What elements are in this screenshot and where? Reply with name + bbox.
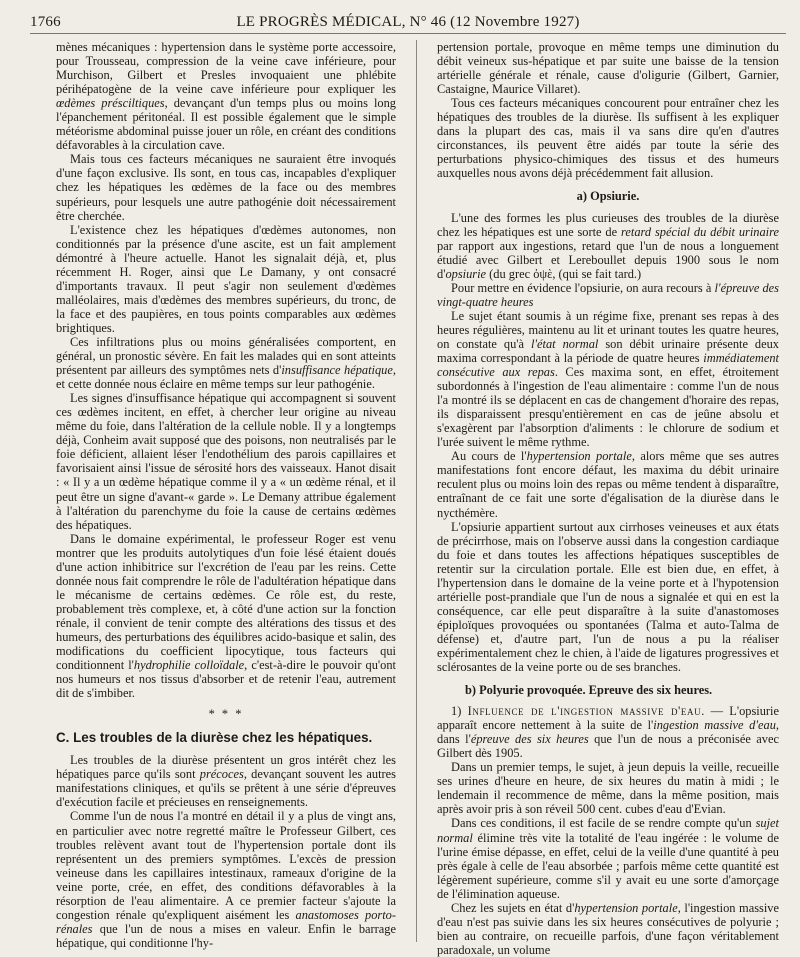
paragraph: Tous ces facteurs mécaniques concourent pour entraîner chez les hépatiques des troubles de la diurèse. Ils suffisent à les expliquer dans la plupart des cas, mais il va sans dire qu'en d'autres circonstances, ils peuvent être aidés par toute la série des perturbations physico-chimiques des tissus et des humeurs auxquelles nous avons déjà précédemment fait allusion. <box>437 96 779 181</box>
paragraph: Dans un premier temps, le sujet, à jeun depuis la veille, recueille ses urines d'heure en heure, de six heures du matin à midi ; le lendemain il recommence de même, dans la même position, mais après avoir pris à son réveil 500 cent. cubes d'eau d'Evian. <box>437 760 779 817</box>
journal-title: LE PROGRÈS MÉDICAL, N° 46 (12 Novembre 1927) <box>236 14 580 30</box>
paragraph: L'une des formes les plus curieuses des troubles de la diurèse chez les hépatiques est une sorte de retard spécial du débit urinaire par rapport aux ingestions, retard que l'un de nous a longuement étudié avec Gilbert et Lereboullet depuis 1900 sous le nom d'opsiurie (du grec ὀψὲ, (qui se fait tard.) <box>437 210 779 281</box>
paragraph: mènes mécaniques : hypertension dans le système porte accessoire, pour Trousseau, compression de la veine cave inférieure, pour Murchison, Gilbert et Presles invoquaient une phlébite périhépatogène de la veine cave inférieure pour expliquer les œdèmes présciltiques, devançant d'un temps plus ou moins long l'épanchement péritonéal. Il est possible également que le simple météorisme abdominal puisse jouer un rôle, en créant des conditions défavorables à la circulation cave. <box>56 40 396 153</box>
paragraph: Dans ces conditions, il est facile de se rendre compte qu'un sujet normal élimine très vite la totalité de l'eau ingérée : le volume de l'urine émise dépasse, en effet, celui de la veille d'une quantité à peu près égale à celle de l'eau absorbée ; parfois même cette quantité est légèrement supérieure, comme s'il y avait eu une sorte d'amorçage de l'élimination aqueuse. <box>437 816 779 901</box>
paragraph: Chez les sujets en état d'hypertension portale, l'ingestion massive d'eau n'est pas suivie dans les six heures consécutives de polyurie ; bien au contraire, on recueille parfois, d'une façon véritablement paradoxale, un volume <box>437 900 779 957</box>
section-title: C. Les troubles de la diurèse chez les hépatiques. <box>56 730 373 746</box>
paragraph: Les troubles de la diurèse présentent un gros intérêt chez les hépatiques parce qu'ils sont précoces, devançant souvent les autres manifestations cliniques, et qu'ils se prêtent à une série d'épreuves d'exécution facile et précieuses en renseignements. <box>56 753 396 810</box>
paragraph: Les signes d'insuffisance hépatique qui accompagnent si souvent ces œdèmes incitent, en effet, à chercher leur origine au niveau même du foie, dans l'altération de la cellule noble. Il y a longtemps déjà, Conheim avait supposé que des poisons, non neutralisés par le foie déficient, allaient léser l'endothélium des parois capillaires et favorisaient ainsi l'issue de sérosité hors des vaisseaux. Hanot disait : « Il y a un œdème hépatique comme il y a « un œdème rénal, et il peut être un signe d'avant-« garde ». Le Demany attribue également à l'altération du parenchyme du foie la cause de certains œdèmes des hépatiques. <box>56 391 396 532</box>
paragraph: Au cours de l'hypertension portale, alors même que ses autres manifestations font encore défaut, les maxima du débit urinaire reculent plus ou moins loin des repas ou même tendent à disparaître, entraînant de ce fait une sorte d'égalisation de la diurèse dans le nycthémère. <box>437 449 779 520</box>
subsection-heading: b) Polyurie provoquée. Epreuve des six heures. <box>465 683 713 698</box>
paragraph: Dans le domaine expérimental, le professeur Roger est venu montrer que les produits autolytiques d'un foie lésé étaient doués d'une action inhibitrice sur l'excrétion de l'eau par les reins. Cette donnée nous fait comprendre le rôle de l'adultération hépatique dans le mécanisme de certains œdèmes. Ce rôle est, du reste, probablement très complexe, et, à côté d'une action sur la fonction rénale, il convient de tenir compte des altérations des tissus et des humeurs, des perturbations des équilibres acido-basique et salin, des modifications du coefficient lipocytique, tous facteurs qui conditionnent l'hydrophilie colloïdale, c'est-à-dire le pouvoir qu'ont nos humeurs et nos tissus d'absorber et de retenir l'eau, autrement dit de s'imbiber. <box>56 531 396 701</box>
section-separator: * * * <box>208 707 244 722</box>
paragraph: L'existence chez les hépatiques d'œdèmes autonomes, non conditionnés par la présence d'une ascite, est un fait amplement démontré à l'heure actuelle. Hanot les signalait déjà, et, plus récemment H. Roger, ainsi que Le Damany, y ont consacré d'importants travaux. Il peut s'agir non seulement d'œdèmes malléolaires, mais d'œdèmes des membres supérieurs, du tronc, de la face et des paupières, en tous points comparables aux œdèmes brightiques. <box>56 222 396 335</box>
paragraph: Ces infiltrations plus ou moins généralisées comportent, en général, un pronostic sévère. En fait les malades qui en sont atteints présentent par ailleurs des symptômes nets d'insuffisance hépatique, et cette donnée nous éclaire en même temps sur leur pathogénie. <box>56 334 396 392</box>
paragraph: Pour mettre en évidence l'opsiurie, on aura recours à l'épreuve des vingt-quatre heures <box>437 280 779 309</box>
paragraph: L'opsiurie appartient surtout aux cirrhoses veineuses et aux états de précirrhose, mais on l'observe aussi dans la congestion cardiaque du foie et dans toutes les affections hépatiques susceptibles de retentir sur la circulation portale. Elle est bien due, en effet, à l'hypertension dans le domaine de la veine porte et à l'hypotension artérielle post-prandiale que l'un de nous a signalée et qui en est la conséquence, car elle peut disparaître à la suite d'anastomoses épiploïques provoquées ou spontanées (Talma et auto-Talma de défense) et, d'autre part, l'un de nous a pu la réaliser expérimentalement chez le chien, à l'aide de ligatures progressives et sclérosantes de la veine porte ou de ses branches. <box>437 519 779 675</box>
right-column <box>437 40 780 957</box>
column-divider <box>416 40 417 942</box>
paragraph: Comme l'un de nous l'a montré en détail il y a plus de vingt ans, en particulier avec notre regretté maître le Professeur Gilbert, ces troubles relèvent avant tout de l'hypertension portale dont ils représentent un des premiers symptômes. L'excès de pression veineuse dans les capillaires intestinaux, rameaux d'origine de la veine porte, crée, en effet, des conditions défavorables à la résorption de l'eau alimentaire. A ce premier facteur s'ajoute la congestion rénale qu'expliquent aisément les anastomoses porto-rénales que l'un de nous a mises en valeur. Enfin le barrage hépatique, qui conditionne l'hy- <box>56 809 396 950</box>
left-column <box>56 40 396 950</box>
paragraph: Mais tous ces facteurs mécaniques ne sauraient être invoqués d'une façon exclusive. Ils sont, en tous cas, incapables d'expliquer chez les hépatiques les œdèmes de la face ou des membres supérieurs, pour lesquels une autre pathogénie doit nécessairement être cherchée. <box>56 152 396 223</box>
page-number: 1766 <box>30 14 61 30</box>
paragraph: pertension portale, provoque en même temps une diminution du débit veineux sus-hépatique et par suite une baisse de la tension artérielle générale et rénale, cause d'oligurie (Gilbert, Garnier, Castaigne, Maurice Villaret). <box>437 40 779 97</box>
running-header <box>30 11 786 34</box>
paragraph: Le sujet étant soumis à un régime fixe, prenant ses repas à des heures régulières, maintenu au lit et urinant toutes les quatre heures, on constate qu'à l'état normal son débit urinaire présente deux maxima correspondant à la période de quatre heures immédiatement consécutive aux repas. Ces maxima sont, en effet, étroitement subordonnés à l'ingestion de l'eau alimentaire : comme l'un de nous l'a montré ils se déplacent en cas de changement d'horaire des repas, ils disparaissent presqu'entièrement en cas de jeûne absolu et s'exagèrent par l'absorption d'aliments : le chlorure de sodium et l'urée suivent le même rythme. <box>437 308 779 450</box>
paragraph: 1) Influence de l'ingestion massive d'eau. — L'opsiurie apparaît encore nettement à la suite de l'ingestion massive d'eau, dans l'épreuve des six heures que l'un de nous a préconisée avec Gilbert dès 1905. <box>437 704 780 761</box>
subsection-heading: a) Opsiurie. <box>576 189 640 204</box>
